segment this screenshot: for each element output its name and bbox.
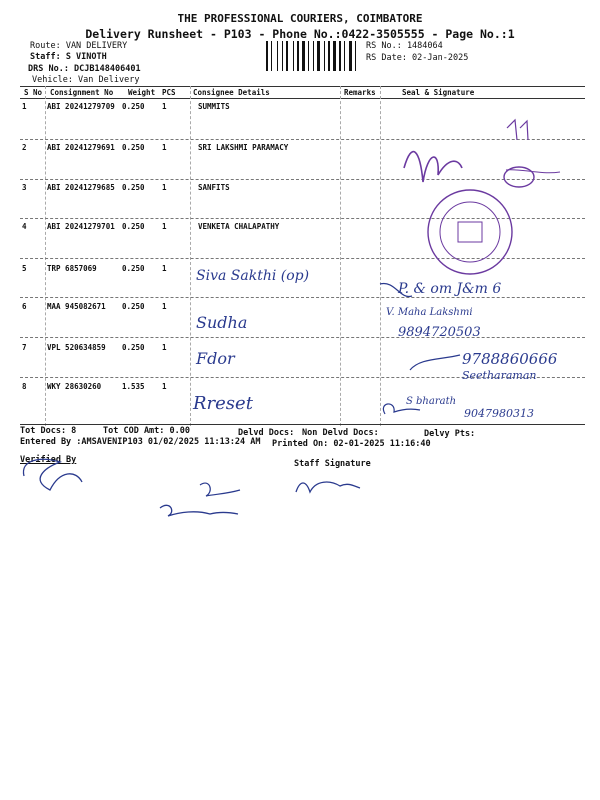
row-pcs: 1 xyxy=(162,343,167,352)
signature-5-stroke xyxy=(380,283,412,296)
row-weight: 0.250 xyxy=(122,264,145,273)
row-weight: 1.535 xyxy=(122,382,145,391)
non-delivered-docs: Non Delvd Docs: xyxy=(302,428,379,438)
col-consignee-header: Consignee Details xyxy=(193,88,270,97)
handwritten-consignee-7: Fdor xyxy=(196,349,235,368)
vehicle: Vehicle: Van Delivery xyxy=(32,75,140,85)
col-seal-header: Seal & Signature xyxy=(402,88,475,97)
total-docs: Tot Docs: 8 xyxy=(20,426,77,436)
drs-number: DRS No.: DCJB148406401 xyxy=(28,64,141,74)
entered-by: Entered By :AMSAVENIP103 01/02/2025 11:13:24 AM xyxy=(20,437,261,447)
row-pcs: 1 xyxy=(162,302,167,311)
row-weight: 0.250 xyxy=(122,343,145,352)
col-remarks-header: Remarks xyxy=(344,88,376,97)
row-pcs: 1 xyxy=(162,143,167,152)
signature-1 xyxy=(404,152,462,182)
row-consignment-no: TRP 6857069 xyxy=(47,264,97,273)
row-sno: 8 xyxy=(22,382,27,391)
total-cod: Tot COD Amt: 0.00 xyxy=(103,426,190,436)
row-consignment-no: VPL 520634859 xyxy=(47,343,106,352)
round-stamp xyxy=(428,190,512,274)
row-pcs: 1 xyxy=(162,102,167,111)
handwritten-name-7: Seetharaman xyxy=(462,369,537,382)
verified-by-initials xyxy=(200,483,240,496)
verified-by-signature-2 xyxy=(160,505,238,516)
row-sno: 3 xyxy=(22,183,27,192)
row-weight: 0.250 xyxy=(122,183,145,192)
rs-number: RS No.: 1484064 xyxy=(366,41,443,51)
row-pcs: 1 xyxy=(162,382,167,391)
row-sno: 1 xyxy=(22,102,27,111)
verified-by-signature xyxy=(23,459,82,490)
row-consignee: SANFITS xyxy=(198,183,230,192)
row-consignee: VENKETA CHALAPATHY xyxy=(198,222,280,231)
col-sno-header: S No xyxy=(24,88,43,97)
handwritten-phone2-7: 9788860666 xyxy=(462,350,558,368)
handwritten-consignee-6: Sudha xyxy=(196,313,248,332)
handwritten-signature-6: V. Maha Lakshmi xyxy=(386,307,473,318)
col-weight-header: Weight xyxy=(128,88,156,97)
staff: Staff: S VINOTH xyxy=(30,52,107,62)
row-consignment-no: ABI 20241279701 xyxy=(47,222,115,231)
row-sno: 2 xyxy=(22,143,27,152)
row-consignment-no: ABI 20241279691 xyxy=(47,143,115,152)
row-consignment-no: ABI 20241279709 xyxy=(47,102,115,111)
handwritten-signature-8: S bharath xyxy=(406,396,457,407)
col-pcs-header: PCS xyxy=(162,88,176,97)
staff-signature-label: Staff Signature xyxy=(294,459,371,469)
row-consignment-no: ABI 20241279685 xyxy=(47,183,115,192)
runsheet-subtitle: Delivery Runsheet - P103 - Phone No.:0422-3505555 - Page No.:1 xyxy=(85,27,515,41)
row-pcs: 1 xyxy=(162,183,167,192)
row-sno: 4 xyxy=(22,222,27,231)
delivery-points: Delvy Pts: xyxy=(424,429,476,439)
row-sno: 6 xyxy=(22,302,27,311)
verified-by-label: Verified By xyxy=(20,455,77,465)
row-weight: 0.250 xyxy=(122,302,145,311)
printed-on: Printed On: 02-01-2025 11:16:40 xyxy=(272,439,431,449)
row-sno: 5 xyxy=(22,264,27,273)
row-pcs: 1 xyxy=(162,264,167,273)
handwritten-consignee-8: Rreset xyxy=(193,393,253,414)
row-weight: 0.250 xyxy=(122,143,145,152)
row-weight: 0.250 xyxy=(122,102,145,111)
company-title: THE PROFESSIONAL COURIERS, COIMBATORE xyxy=(177,12,423,25)
row-sno: 7 xyxy=(22,343,27,352)
signature-ink-mark xyxy=(507,120,528,140)
delivered-docs: Delvd Docs: xyxy=(238,428,295,438)
row-consignment-no: WKY 28630260 xyxy=(47,382,102,391)
row-consignment-no: MAA 945082671 xyxy=(47,302,106,311)
row-consignee: SUMMITS xyxy=(198,102,230,111)
staff-signature-ink xyxy=(296,482,360,492)
rs-date: RS Date: 02-Jan-2025 xyxy=(366,53,469,63)
handwritten-signature-5: P. & om J&m 6 xyxy=(398,281,502,297)
handwritten-consignee-5: Siva Sakthi (op) xyxy=(196,268,310,284)
row-consignee: SRI LAKSHMI PARAMACY xyxy=(198,143,289,152)
signature-7-stroke xyxy=(410,355,460,370)
handwritten-phone-7: 9894720503 xyxy=(398,325,481,340)
route: Route: VAN DELIVERY xyxy=(30,41,128,51)
row-weight: 0.250 xyxy=(122,222,145,231)
col-consignment-header: Consignment No xyxy=(50,88,114,97)
row-pcs: 1 xyxy=(162,222,167,231)
signature-8-stroke xyxy=(383,404,420,414)
handwritten-phone-8: 9047980313 xyxy=(464,407,534,420)
